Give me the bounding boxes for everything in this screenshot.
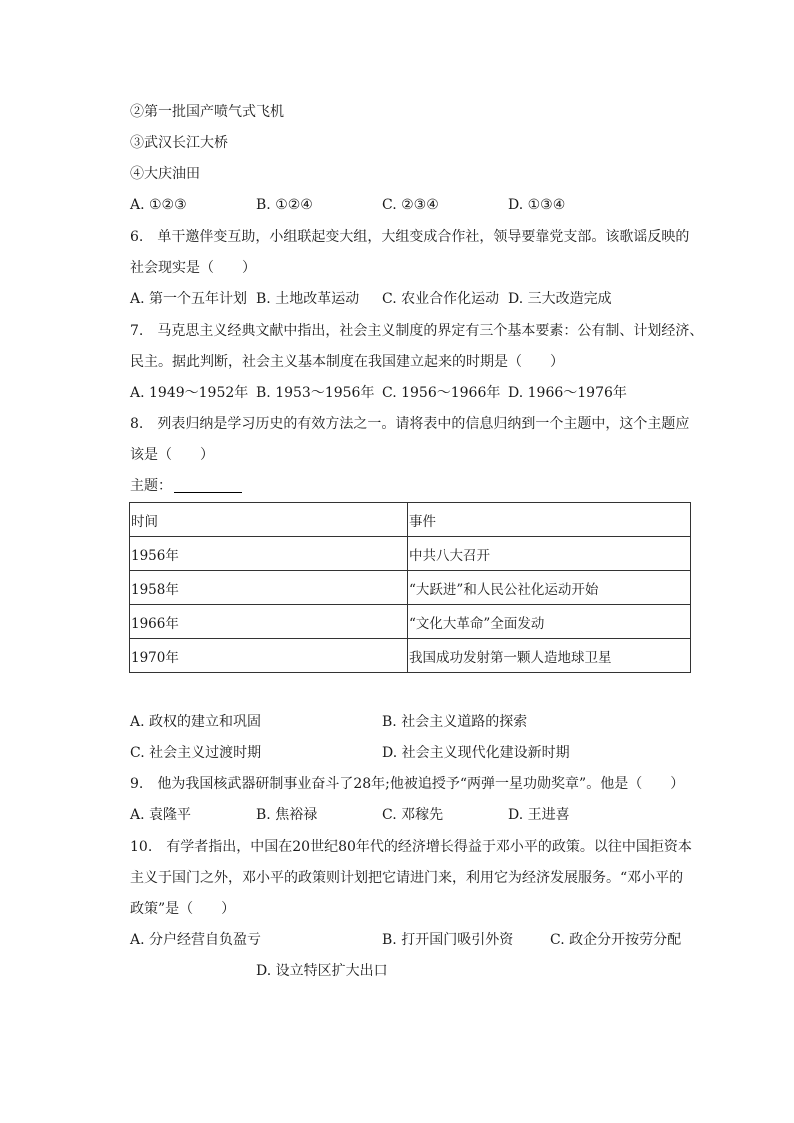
table-cell-event: “大跃进”和人民公社化运动开始 <box>408 571 691 605</box>
q9-option-a: A. 袁隆平 <box>130 807 192 823</box>
q7-option-c: C. 1956～1966年 <box>382 385 501 401</box>
q6-stem-line1: 6. 单干邀伴变互助，小组联起变大组，大组变成合作社，领导要靠党支部。该歌谣反映的 <box>130 229 690 245</box>
q9-option-b: B. 焦裕禄 <box>256 807 318 823</box>
q10-stem-line3: 政策”是（ ） <box>130 901 236 917</box>
q5-option-d: D. ①③④ <box>508 197 566 213</box>
q7-option-a: A. 1949～1952年 <box>130 385 249 401</box>
table-row <box>130 537 691 571</box>
q10-option-c: C. 政企分开按劳分配 <box>550 932 682 948</box>
table-header-row <box>130 503 691 537</box>
table-cell-year: 1970年 <box>130 639 408 673</box>
q6-stem-line2: 社会现实是（ ） <box>130 260 256 276</box>
table-row <box>130 571 691 605</box>
q6-option-d: D. 三大改造完成 <box>508 291 612 307</box>
q10-option-a: A. 分户经营自负盈亏 <box>130 932 262 948</box>
q5-option-a: A. ①②③ <box>130 197 187 213</box>
q7-stem-line1: 7. 马克思主义经典文献中指出，社会主义制度的界定有三个基本要素：公有制、计划经济、 <box>130 323 704 339</box>
table-cell-event: 我国成功发射第一颗人造地球卫星 <box>408 639 691 673</box>
table-cell-year: 1958年 <box>130 571 408 605</box>
table-row <box>130 605 691 639</box>
q10-option-b: B. 打开国门吸引外资 <box>382 932 514 948</box>
q6-option-c: C. 农业合作化运动 <box>382 291 500 307</box>
q8-theme-label: 主题： <box>130 478 172 494</box>
q7-option-b: B. 1953～1956年 <box>256 385 375 401</box>
q8-option-a: A. 政权的建立和巩固 <box>130 714 262 730</box>
table-header-time: 时间 <box>130 503 408 537</box>
q7-stem-line2: 民主。据此判断，社会主义基本制度在我国建立起来的时期是（ ） <box>130 354 564 370</box>
q8-stem-line1: 8. 列表归纳是学习历史的有效方法之一。请将表中的信息归纳到一个主题中，这个主题应 <box>130 416 690 432</box>
table-row <box>130 639 691 673</box>
item-3: ③武汉长江大桥 <box>130 135 228 151</box>
table-header-event: 事件 <box>408 503 691 537</box>
q5-option-b: B. ①②④ <box>256 197 313 213</box>
q8-option-d: D. 社会主义现代化建设新时期 <box>382 745 570 761</box>
table-cell-event: 中共八大召开 <box>408 537 691 571</box>
q8-events-table <box>129 502 691 673</box>
item-4: ④大庆油田 <box>130 166 200 182</box>
q6-option-b: B. 土地改革运动 <box>256 291 360 307</box>
table-cell-year: 1956年 <box>130 537 408 571</box>
q8-theme-blank <box>174 478 242 493</box>
q9-option-d: D. 王进喜 <box>508 807 570 823</box>
q8-option-b: B. 社会主义道路的探索 <box>382 714 528 730</box>
q6-option-a: A. 第一个五年计划 <box>130 291 248 307</box>
table-cell-event: “文化大革命”全面发动 <box>408 605 691 639</box>
q10-stem-line2: 主义于国门之外，邓小平的政策则计划把它请进门来，利用它为经济发展服务。“邓小平的 <box>130 870 684 886</box>
q7-option-d: D. 1966～1976年 <box>508 385 627 401</box>
q10-stem-line1: 10. 有学者指出，中国在20世纪80年代的经济增长得益于邓小平的政策。以往中国拒资本 <box>130 839 692 855</box>
q5-option-c: C. ②③④ <box>382 197 439 213</box>
q8-theme <box>130 476 242 496</box>
q9-option-c: C. 邓稼先 <box>382 807 444 823</box>
item-2: ②第一批国产喷气式飞机 <box>130 104 284 120</box>
q10-option-d: D. 设立特区扩大出口 <box>256 963 388 979</box>
table-cell-year: 1966年 <box>130 605 408 639</box>
q8-option-c: C. 社会主义过渡时期 <box>130 745 262 761</box>
q9-stem-line1: 9. 他为我国核武器研制事业奋斗了28年;他被追授予“两弹一星功勋奖章”。他是（ ） <box>130 776 685 792</box>
q8-stem-line2: 该是（ ） <box>130 447 214 463</box>
